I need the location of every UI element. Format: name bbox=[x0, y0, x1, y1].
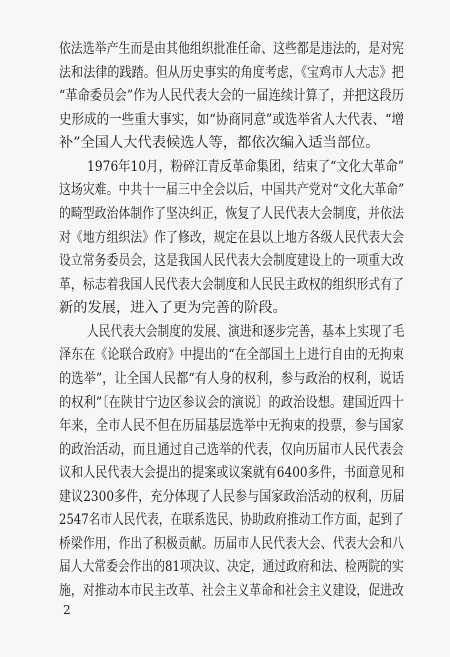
text-line: 依法选举产生而是由其他组织批准任命、这些都是违法的，是对宪 bbox=[59, 41, 404, 57]
text-line: 法和法律的践踏。但从历史事实的角度考虑，《宝鸡市人大志》把 bbox=[59, 64, 404, 81]
text-line: 施，对推动本市民主改革、社会主义革命和社会主义建设，促进改 bbox=[59, 583, 404, 599]
text-line: “革命委员会”作为人民代表大会的一届连续计算了，并把这段历 bbox=[59, 88, 405, 105]
page-number: 2 bbox=[63, 603, 71, 617]
text-line: 新的发展，进入了更为完善的阶段。 bbox=[59, 300, 287, 317]
text-line: 桥梁作用，作出了积极贡献。历届市人民代表大会、代表大会和八 bbox=[59, 535, 404, 552]
text-line: 的畸型政治体制作了坚决纠正，恢复了人民代表大会制度，并依法 bbox=[59, 206, 404, 222]
text-line: 的政治活动，而且通过自己选举的代表，仅向历届市人民代表会 bbox=[59, 441, 404, 458]
text-line: 设立常务委员会，这是我国人民代表大会制度建设上的一项重大改 bbox=[59, 253, 404, 270]
text-line: 的权利”〔在陕甘宁边区参议会的演说〕的政治设想。建国近四十 bbox=[59, 394, 404, 411]
text-line: 对《地方组织法》作了修改，规定在县以上地方各级人民代表大会 bbox=[59, 229, 404, 246]
text-line: 届人大常委会作出的81项决议、决定，通过政府和法、检两院的实 bbox=[59, 559, 404, 576]
text-line: 议和人民代表大会提出的提案或议案就有6400多件，书面意见和 bbox=[59, 465, 405, 482]
text-line: 年来，全市人民不但在历届基层选举中无拘束的投票，参与国家 bbox=[59, 418, 404, 434]
text-line: 补”全国人大代表候选人等，都依次编入适当部位。 bbox=[59, 135, 380, 152]
text-line: 1976年10月，粉碎江青反革命集团，结束了“文化大革命” bbox=[87, 158, 405, 175]
text-line: 人民代表大会制度的发展、演进和逐步完善，基本上实现了毛 bbox=[87, 323, 405, 340]
text-line: 革，标志着我国人民代表大会制度和人民民主政权的组织形式有了 bbox=[59, 276, 404, 293]
text-line: 泽东在《论联合政府》中提出的“在全部国土上进行自由的无拘束 bbox=[59, 347, 404, 364]
text-line: 这场灾难。中共十一届三中全会以后，中国共产党对“文化大革命” bbox=[59, 182, 405, 199]
text-line: 史形成的一些重大事实，如“协商同意”或选举省人大代表、“增 bbox=[59, 111, 405, 128]
text-line: 的选举”，让全国人民都“有人身的权利，参与政治的权利，说话 bbox=[59, 370, 405, 387]
text-line: 2547名市人民代表，在联系选民、协助政府推动工作方面，起到了 bbox=[59, 512, 404, 529]
text-line: 建议2300多件，充分体现了人民参与国家政治活动的权利，历届 bbox=[59, 488, 405, 505]
